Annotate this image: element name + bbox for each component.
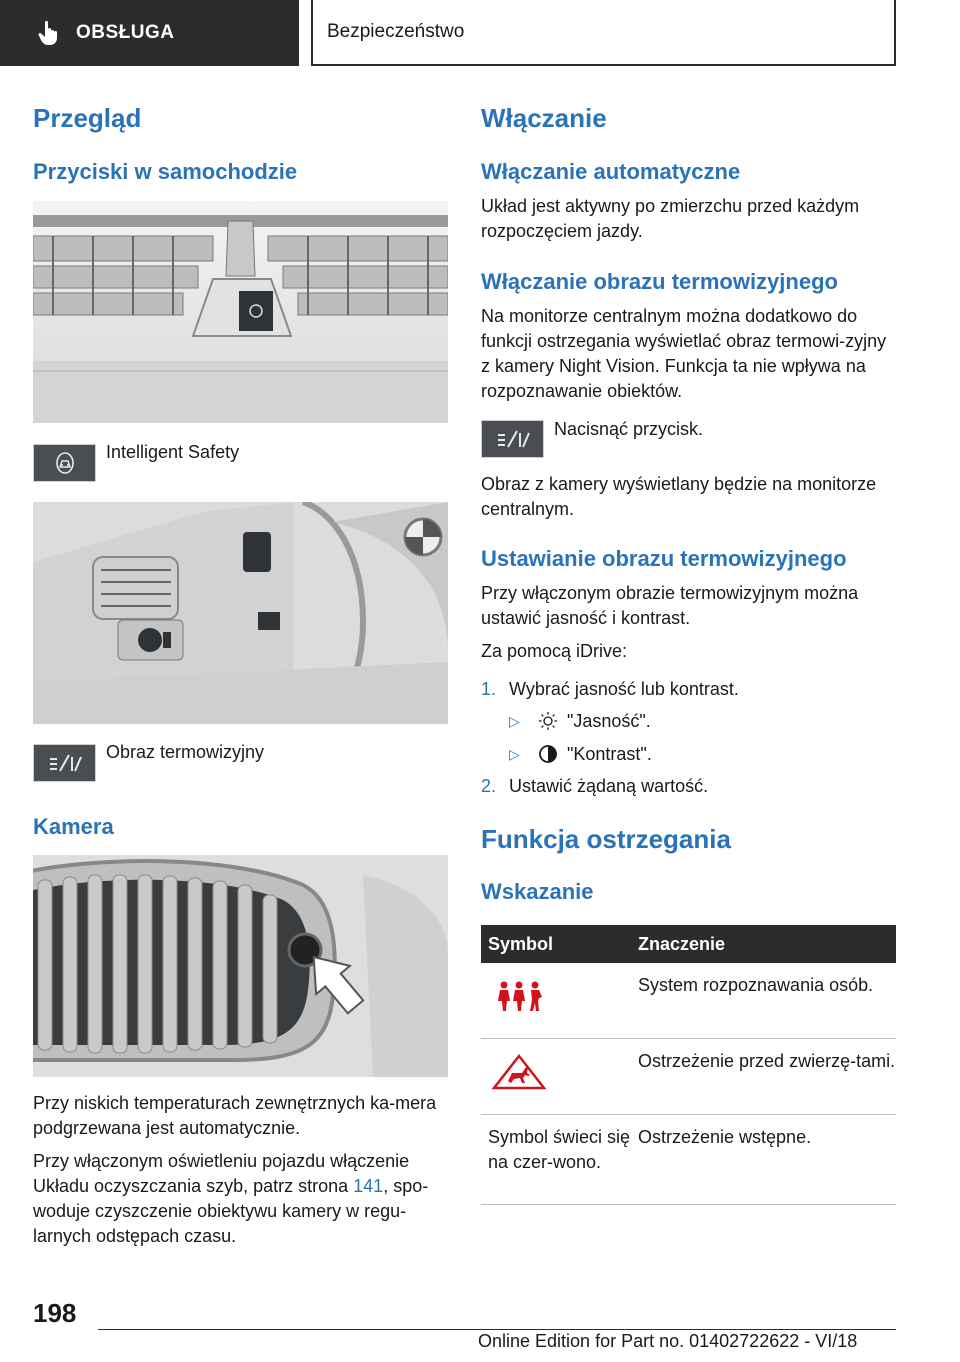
step2-number: 2. bbox=[481, 776, 497, 796]
meaning-cell: Ostrzeżenie wstępne. bbox=[638, 1127, 812, 1147]
cleaning-paragraph: Przy włączonym oświetleniu pojazdu włączenie Układu oczyszczania szyb, patrz strona 141, spo-woduje czyszczenie obiektywu kamery w regu-larnych odstępach czasu. bbox=[33, 1151, 429, 1246]
meaning-cell: System rozpoznawania osób. bbox=[638, 975, 874, 995]
page-header bbox=[0, 0, 960, 66]
indicator-table bbox=[481, 925, 896, 1205]
hand-pointer-icon bbox=[36, 20, 62, 46]
night-vision-icon bbox=[496, 429, 530, 449]
step1-text: Wybrać jasność lub kontrast. bbox=[509, 679, 739, 699]
press-button-text: Nacisnąć przycisk. bbox=[554, 419, 704, 439]
table-row bbox=[481, 1115, 896, 1205]
bullet-triangle-icon: ▷ bbox=[509, 713, 520, 729]
step1-number: 1. bbox=[481, 679, 497, 699]
buttons-subtitle: Przyciski w samochodzie bbox=[33, 159, 298, 184]
adjust-subtitle: Ustawianie obrazu termowizyjnego bbox=[481, 546, 847, 571]
meaning-cell: Ostrzeżenie przed zwierzę-tami. bbox=[638, 1051, 896, 1071]
camera-subtitle: Kamera bbox=[33, 814, 114, 839]
overview-title: Przegląd bbox=[33, 103, 142, 133]
section-tab[interactable] bbox=[0, 0, 299, 66]
section-label: OBSŁUGA bbox=[76, 22, 175, 43]
brightness-option: "Jasność". bbox=[567, 711, 651, 731]
dashboard-buttons-photo bbox=[33, 201, 448, 423]
page-link-141[interactable]: 141 bbox=[353, 1176, 384, 1196]
steering-area-photo bbox=[33, 502, 448, 724]
heating-paragraph: Przy niskich temperaturach zewnętrznych ka-mera podgrzewana jest automatycznie. bbox=[33, 1093, 437, 1138]
intelligent-safety-icon bbox=[54, 450, 76, 476]
auto-text: Układ jest aktywny po zmierzchu przed każdym rozpoczęciem jazdy. bbox=[481, 196, 860, 241]
intelligent-safety-label: Intelligent Safety bbox=[106, 442, 240, 462]
thermal-on-subtitle: Włączanie obrazu termowizyjnego bbox=[481, 269, 838, 294]
thermal-on-text: Na monitorze centralnym można dodatkowo do funkcji ostrzegania wyświetlać obraz termowi-zyjny z kamery Night Vision. Funkcja ta nie wpływa na rozpoznawanie obiektów. bbox=[481, 306, 887, 401]
switch-on-title: Włączanie bbox=[481, 103, 607, 133]
indicator-subtitle: Wskazanie bbox=[481, 879, 594, 904]
page-number: 198 bbox=[33, 1298, 77, 1328]
col-meaning-header: Znaczenie bbox=[638, 933, 726, 954]
pedestrian-warning-icon bbox=[492, 979, 546, 1015]
brightness-icon bbox=[538, 711, 558, 731]
night-vision-icon bbox=[48, 753, 82, 773]
edition-text: Online Edition for Part no. 01402722622 - VI/18 bbox=[478, 1331, 858, 1351]
symbol-cell bbox=[481, 963, 632, 1038]
chapter-tab[interactable] bbox=[311, 0, 896, 66]
animal-warning-icon bbox=[492, 1053, 546, 1091]
shown-text: Obraz z kamery wyświetlany będzie na monitorze centralnym. bbox=[481, 474, 877, 519]
adjust-text: Przy włączonym obrazie termowizyjnym można ustawić jasność i kontrast. bbox=[481, 583, 859, 628]
auto-subtitle: Włączanie automatyczne bbox=[481, 159, 741, 184]
thermal-image-label: Obraz termowizyjny bbox=[106, 742, 265, 762]
table-row bbox=[481, 963, 896, 1039]
symbol-cell bbox=[481, 1039, 632, 1114]
chapter-label: Bezpieczeństwo bbox=[327, 21, 465, 42]
bullet-triangle-icon: ▷ bbox=[509, 746, 520, 762]
camera-grille-photo bbox=[33, 855, 448, 1077]
night-vision-button[interactable] bbox=[481, 420, 544, 458]
footer-divider bbox=[98, 1329, 896, 1330]
idrive-text: Za pomocą iDrive: bbox=[481, 641, 628, 661]
contrast-icon bbox=[538, 744, 558, 764]
table-header bbox=[481, 925, 896, 963]
intelligent-safety-button[interactable] bbox=[33, 444, 96, 482]
step2-text: Ustawić żądaną wartość. bbox=[509, 776, 709, 796]
col-symbol-header: Symbol bbox=[488, 933, 554, 954]
symbol-cell: Symbol świeci się na czer-wono. bbox=[488, 1127, 631, 1172]
table-row bbox=[481, 1039, 896, 1115]
contrast-option: "Kontrast". bbox=[567, 744, 652, 764]
thermal-image-button[interactable] bbox=[33, 744, 96, 782]
warning-title: Funkcja ostrzegania bbox=[481, 824, 731, 854]
